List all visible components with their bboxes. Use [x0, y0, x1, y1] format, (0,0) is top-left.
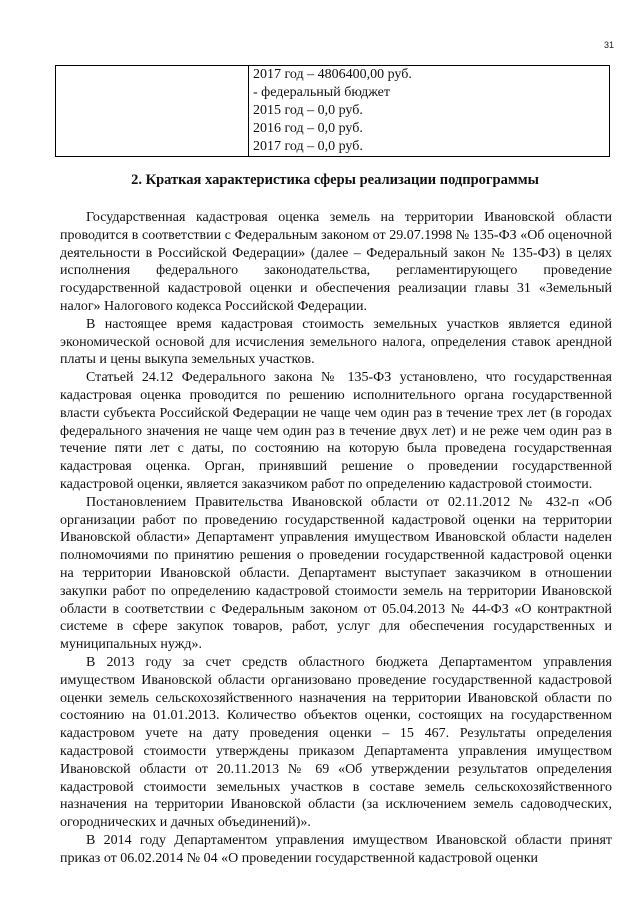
paragraph: В 2013 году за счет средств областного бюджета Департаментом управления имуществом Ивановской области организовано проведение государственной кадастровой оценки земель сельскохозяйственного назначения на территории Ивановской области по состоянию на 01.01.2013. Количество объектов оценки, состоящих на государственном кадастровом учете на дату проведения оценки – 15 467. Результаты определения кадастровой стоимости утверждены приказом Департамента управления имуществом Ивановской области от 20.11.2013 № 69 «Об утверждении результатов определения кадастровой стоимости земельных участков в составе земель сельскохозяйственного назначения на территории Ивановской области (за исключением земель садоводческих, огороднических и дачных объединений)».: [60, 654, 612, 831]
funding-line: 2017 год – 4806400,00 руб.: [253, 67, 412, 82]
paragraph: Государственная кадастровая оценка земель на территории Ивановской области проводится в соответствии с Федеральным законом от 29.07.1998 № 135-ФЗ «Об оценочной деятельности в Российской Федерации» (далее – Федеральный закон № 135-ФЗ) в целях исполнения федерального законодательства, регламентирующего проведение государственной кадастровой оценки и обеспечения реализации главы 31 «Земельный налог» Налогового кодекса Российской Федерации.: [60, 210, 612, 314]
paragraph: В 2014 году Департаментом управления имуществом Ивановской области принят приказ от 06.02.2014 № 04 «О проведении государственной кадастровой оценки: [60, 832, 612, 866]
funding-line: 2017 год – 0,0 руб.: [253, 139, 363, 154]
section-heading: 2. Краткая характеристика сферы реализации подпрограммы: [131, 172, 539, 188]
paragraph: В настоящее время кадастровая стоимость земельных участков является единой экономической основой для исчисления земельного налога, определения ставок арендной платы и цены выкупа земельных участков.: [60, 316, 612, 368]
table-row: [56, 66, 610, 157]
funding-line: 2016 год – 0,0 руб.: [253, 121, 363, 136]
funding-line: 2015 год – 0,0 руб.: [253, 103, 363, 118]
paragraph: Постановлением Правительства Ивановской области от 02.11.2012 № 432-п «Об организации работ по проведению государственной кадастровой оценки на территории Ивановской области» Департамент управления имуществом Ивановской области наделен полномочиями по принятию решения о проведении государственной кадастровой оценки на территории Ивановской области. Департамент выступает заказчиком в отношении закупки работ по определению кадастровой стоимости земель на территории Ивановской области в соответствии с Федеральным законом от 05.04.2013 № 44-ФЗ «О контрактной системе в сфере закупок товаров, работ, услуг для обеспечения государственных и муниципальных нужд».: [60, 494, 612, 653]
paragraph: Статьей 24.12 Федерального закона № 135-ФЗ установлено, что государственная кадастровая оценка проводится по решению исполнительного органа государственной власти субъекта Российской Федерации не чаще чем один раз в течение трех лет (в городах федерального значения не чаще чем один раз в течение двух лет) и не реже чем один раз в течение пяти лет с даты, по состоянию на которую была проведена государственная кадастровая оценка. Орган, принявший решение о проведении государственной кадастровой оценки, является заказчиком работ по определению кадастровой стоимости.: [60, 370, 612, 492]
page-number: 31: [603, 40, 614, 50]
body-text: [60, 209, 612, 867]
budget-table: [55, 65, 610, 157]
funding-line: - федеральный бюджет: [253, 85, 391, 100]
table-cell-funding: [249, 66, 610, 157]
table-cell-empty: [56, 66, 249, 157]
